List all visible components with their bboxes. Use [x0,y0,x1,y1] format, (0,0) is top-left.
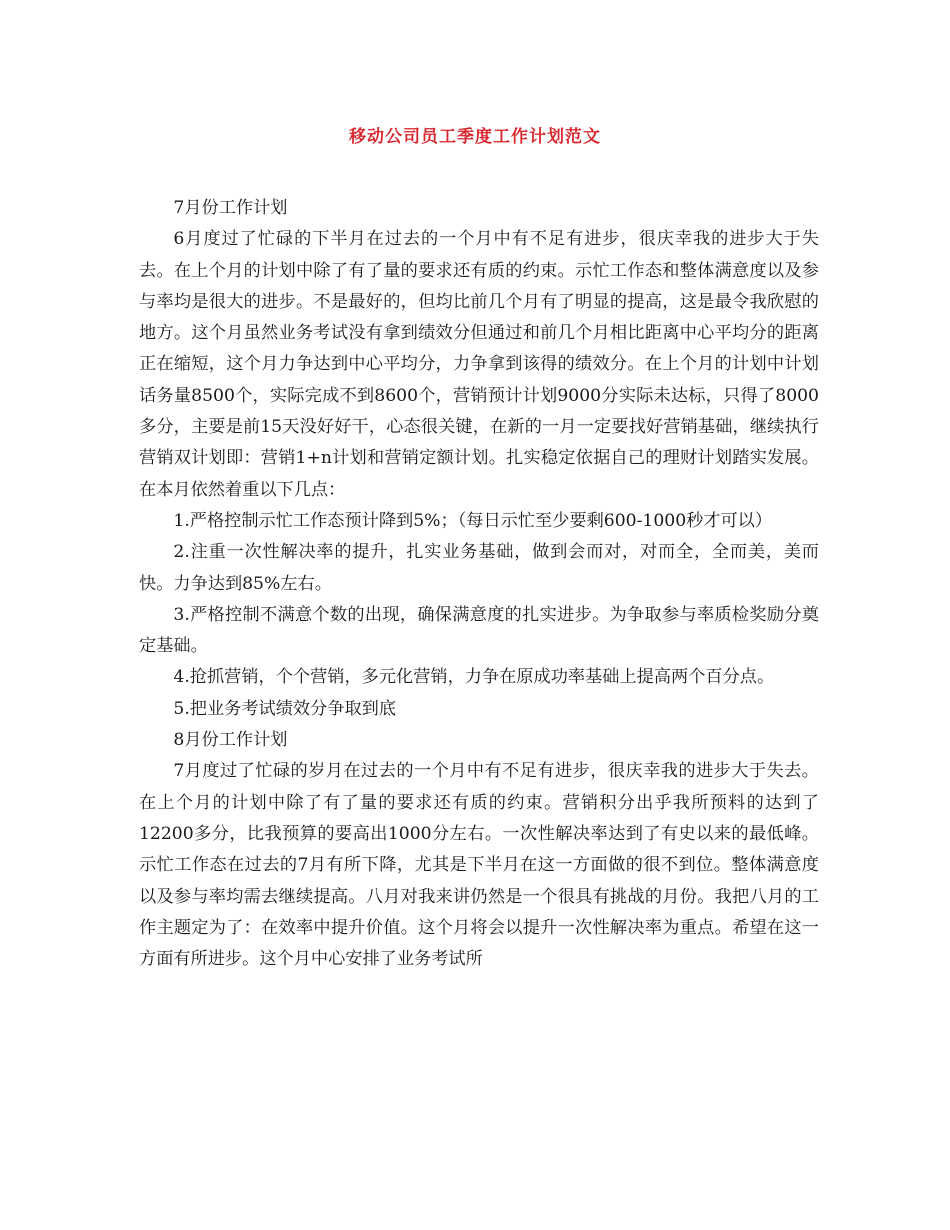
document-body [139,193,819,975]
list-item: 1.严格控制示忙工作态预计降到5%；（每日示忙至少要剩600-1000秒才可以） [173,510,773,531]
list-item: 2.注重一次性解决率的提升，扎实业务基础，做到会而对，对而全，全而美，美而快。力争达到85%左右。 [139,542,819,594]
section-heading-august: 8月份工作计划 [173,730,288,751]
list-item: 3.严格控制不满意个数的出现，确保满意度的扎实进步。为争取参与率质检奖励分奠定基础。 [139,604,819,657]
document-title: 移动公司员工季度工作计划范文 [349,127,601,147]
paragraph-august-summary: 7月度过了忙碌的岁月在过去的一个月中有不足有进步，很庆幸我的进步大于失去。在上个月的计划中除了有了量的要求还有质的约束。营销积分出乎我所预料的达到了12200多分，比我预算的要高出1000分左右。一次性解决率达到了有史以来的最低峰。示忙工作态在过去的7月有所下降，尤其是下半月在这一方面做的很不到位。整体满意度以及参与率均需去继续提高。八月对我来讲仍然是一个很具有挑战的月份。我把八月的工作主题定为了：在效率中提升价值。这个月将会以提升一次性解决率为重点。希望在这一方面有所进步。这个月中心安排了业务考试所 [139,761,819,970]
list-item: 5.把业务考试绩效分争取到底 [173,698,397,719]
paragraph-july-summary: 6月度过了忙碌的下半月在过去的一个月中有不足有进步，很庆幸我的进步大于失去。在上个月的计划中除了有了量的要求还有质的约束。示忙工作态和整体满意度以及参与率均是很大的进步。不是最好的，但均比前几个月有了明显的提高，这是最令我欣慰的地方。这个月虽然业务考试没有拿到绩效分但通过和前几个月相比距离中心平均分的距离正在缩短，这个月力争达到中心平均分，力争拿到该得的绩效分。在上个月的计划中计划话务量8500个，实际完成不到8600个，营销预计计划9000分实际未达标，只得了8000多分，主要是前15天没好好干，心态很关键，在新的一月一定要找好营销基础，继续执行营销双计划即：营销1+n计划和营销定额计划。扎实稳定依据自己的理财计划踏实发展。在本月依然着重以下几点： [139,229,819,500]
section-heading-july: 7月份工作计划 [173,198,288,218]
list-item: 4.抢抓营销，个个营销，多元化营销，力争在原成功率基础上提高两个百分点。 [173,667,775,688]
